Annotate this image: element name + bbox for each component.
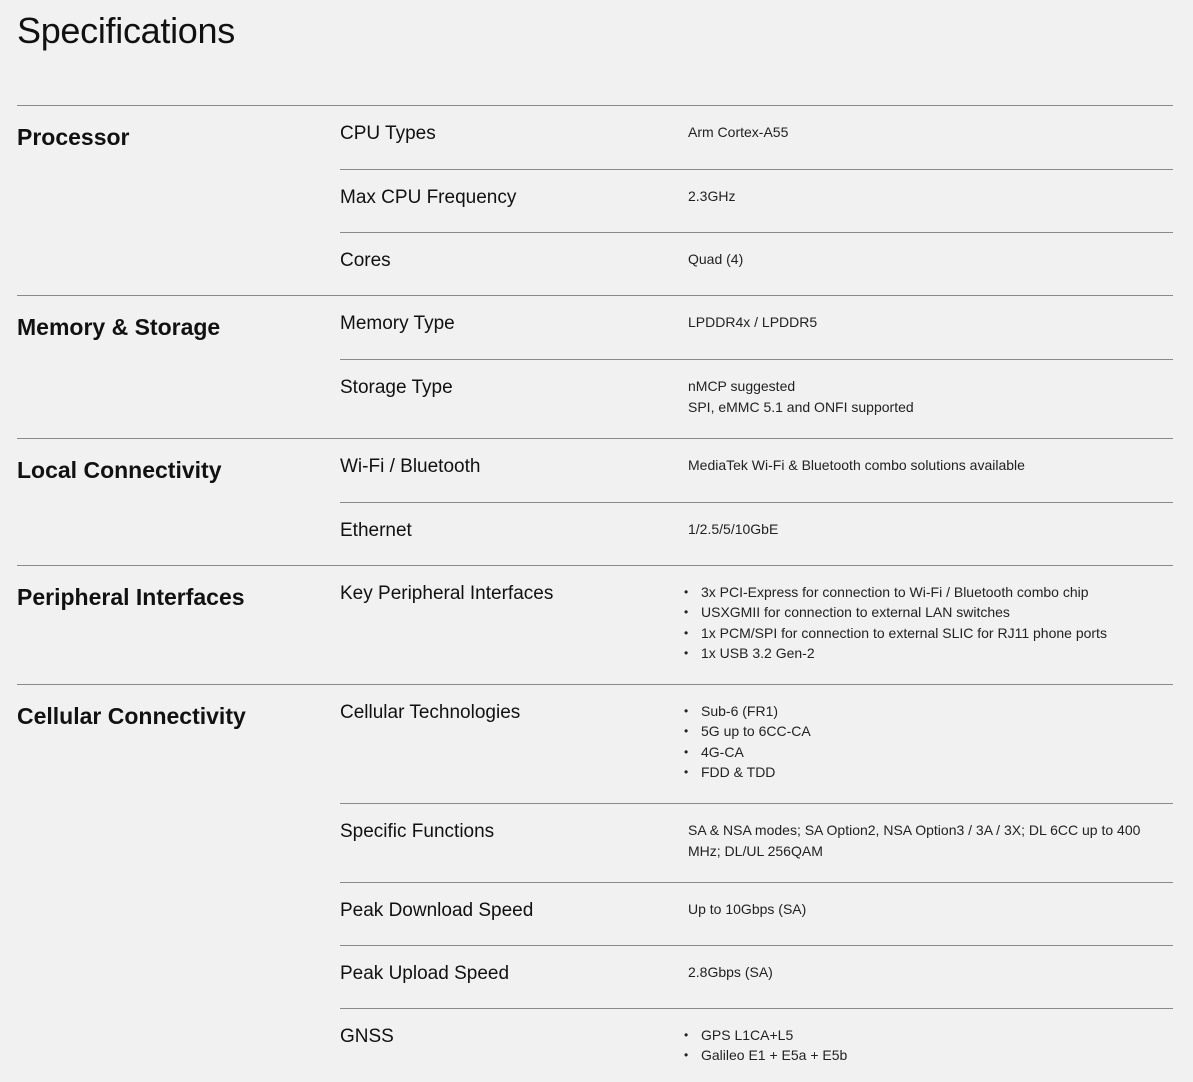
list-item: • Galileo E1 + E5a + E5b <box>688 1045 1173 1065</box>
spec-value <box>688 566 1173 684</box>
bullet-list <box>688 582 1173 663</box>
value-line: SA & NSA modes; SA Option2, NSA Option3 / 3A / 3X; DL 6CC up to 400 <box>688 822 1141 838</box>
spec-label: Cellular Technologies <box>340 702 521 723</box>
spec-label: Peak Download Speed <box>340 900 534 921</box>
spec-label: Key Peripheral Interfaces <box>340 583 554 604</box>
spec-label: Storage Type <box>340 377 453 398</box>
value-line: Arm Cortex-A55 <box>688 124 789 140</box>
list-item: • 1x PCM/SPI for connection to external SLIC for RJ11 phone ports <box>688 623 1173 643</box>
spec-value <box>688 170 1173 232</box>
value-line: MediaTek Wi-Fi & Bluetooth combo solutions available <box>688 457 1025 473</box>
spec-value <box>688 233 1173 295</box>
value-line: Quad (4) <box>688 251 744 267</box>
list-item: • 5G up to 6CC-CA <box>688 721 1173 741</box>
list-item: • USXGMII for connection to external LAN switches <box>688 602 1173 622</box>
spec-value <box>688 106 1173 169</box>
value-line: SPI, eMMC 5.1 and ONFI supported <box>688 399 914 415</box>
spec-row-peak-upload-speed <box>340 945 1173 1008</box>
spec-section-processor <box>17 105 1173 295</box>
spec-row-memory-type <box>340 296 1173 359</box>
spec-label: CPU Types <box>340 123 436 144</box>
spec-label: Max CPU Frequency <box>340 187 517 208</box>
list-item: • FDD & TDD <box>688 762 1173 782</box>
spec-row-max-cpu-frequency <box>340 169 1173 232</box>
spec-row-wifi-bluetooth <box>340 439 1173 502</box>
list-item: • 4G-CA <box>688 742 1173 762</box>
value-line: 1/2.5/5/10GbE <box>688 521 779 537</box>
value-line: 2.8Gbps (SA) <box>688 964 773 980</box>
spec-row-cores <box>340 232 1173 295</box>
spec-row-cpu-types <box>340 106 1173 169</box>
section-title: Memory & Storage <box>17 314 221 340</box>
spec-label: Memory Type <box>340 313 455 334</box>
spec-row-cellular-technologies <box>340 685 1173 803</box>
spec-value <box>688 1009 1173 1082</box>
section-rows <box>340 106 1173 295</box>
spec-section-cellular-connectivity <box>17 684 1173 1082</box>
bullet-list <box>688 1025 1173 1066</box>
spec-section-local-connectivity <box>17 438 1173 565</box>
value-line: 2.3GHz <box>688 188 736 204</box>
section-title: Peripheral Interfaces <box>17 584 245 610</box>
section-title: Cellular Connectivity <box>17 703 246 729</box>
spec-value <box>688 503 1173 565</box>
spec-value <box>688 439 1173 502</box>
spec-section-memory-storage <box>17 295 1173 438</box>
spec-row-ethernet <box>340 502 1173 565</box>
section-rows <box>340 685 1173 1082</box>
bullet-list <box>688 701 1173 782</box>
list-item: • Sub-6 (FR1) <box>688 701 1173 721</box>
spec-row-storage-type <box>340 359 1173 438</box>
spec-row-gnss <box>340 1008 1173 1082</box>
value-line: LPDDR4x / LPDDR5 <box>688 314 818 330</box>
spec-value <box>688 685 1173 803</box>
value-line: nMCP suggested <box>688 378 796 394</box>
spec-row-peak-download-speed <box>340 882 1173 945</box>
spec-value <box>688 883 1173 945</box>
specifications-table <box>17 105 1173 1082</box>
section-title: Local Connectivity <box>17 457 222 483</box>
spec-row-key-peripheral-interfaces <box>340 566 1173 684</box>
spec-label: Ethernet <box>340 520 412 541</box>
list-item: • 3x PCI-Express for connection to Wi-Fi / Bluetooth combo chip <box>688 582 1173 602</box>
spec-value <box>688 360 1173 438</box>
spec-label: GNSS <box>340 1026 394 1047</box>
page-title: Specifications <box>17 10 235 51</box>
spec-label: Cores <box>340 250 391 271</box>
section-rows <box>340 566 1173 684</box>
list-item: • GPS L1CA+L5 <box>688 1025 1173 1045</box>
value-line: MHz; DL/UL 256QAM <box>688 843 823 859</box>
value-line: Up to 10Gbps (SA) <box>688 901 807 917</box>
spec-section-peripheral-interfaces <box>17 565 1173 684</box>
spec-value <box>688 804 1173 882</box>
spec-row-specific-functions <box>340 803 1173 882</box>
spec-label: Wi-Fi / Bluetooth <box>340 456 481 477</box>
section-rows <box>340 296 1173 438</box>
spec-label: Specific Functions <box>340 821 495 842</box>
section-title: Processor <box>17 124 130 150</box>
section-rows <box>340 439 1173 565</box>
spec-value <box>688 946 1173 1008</box>
spec-value <box>688 296 1173 359</box>
list-item: • 1x USB 3.2 Gen-2 <box>688 643 1173 663</box>
spec-label: Peak Upload Speed <box>340 963 510 984</box>
